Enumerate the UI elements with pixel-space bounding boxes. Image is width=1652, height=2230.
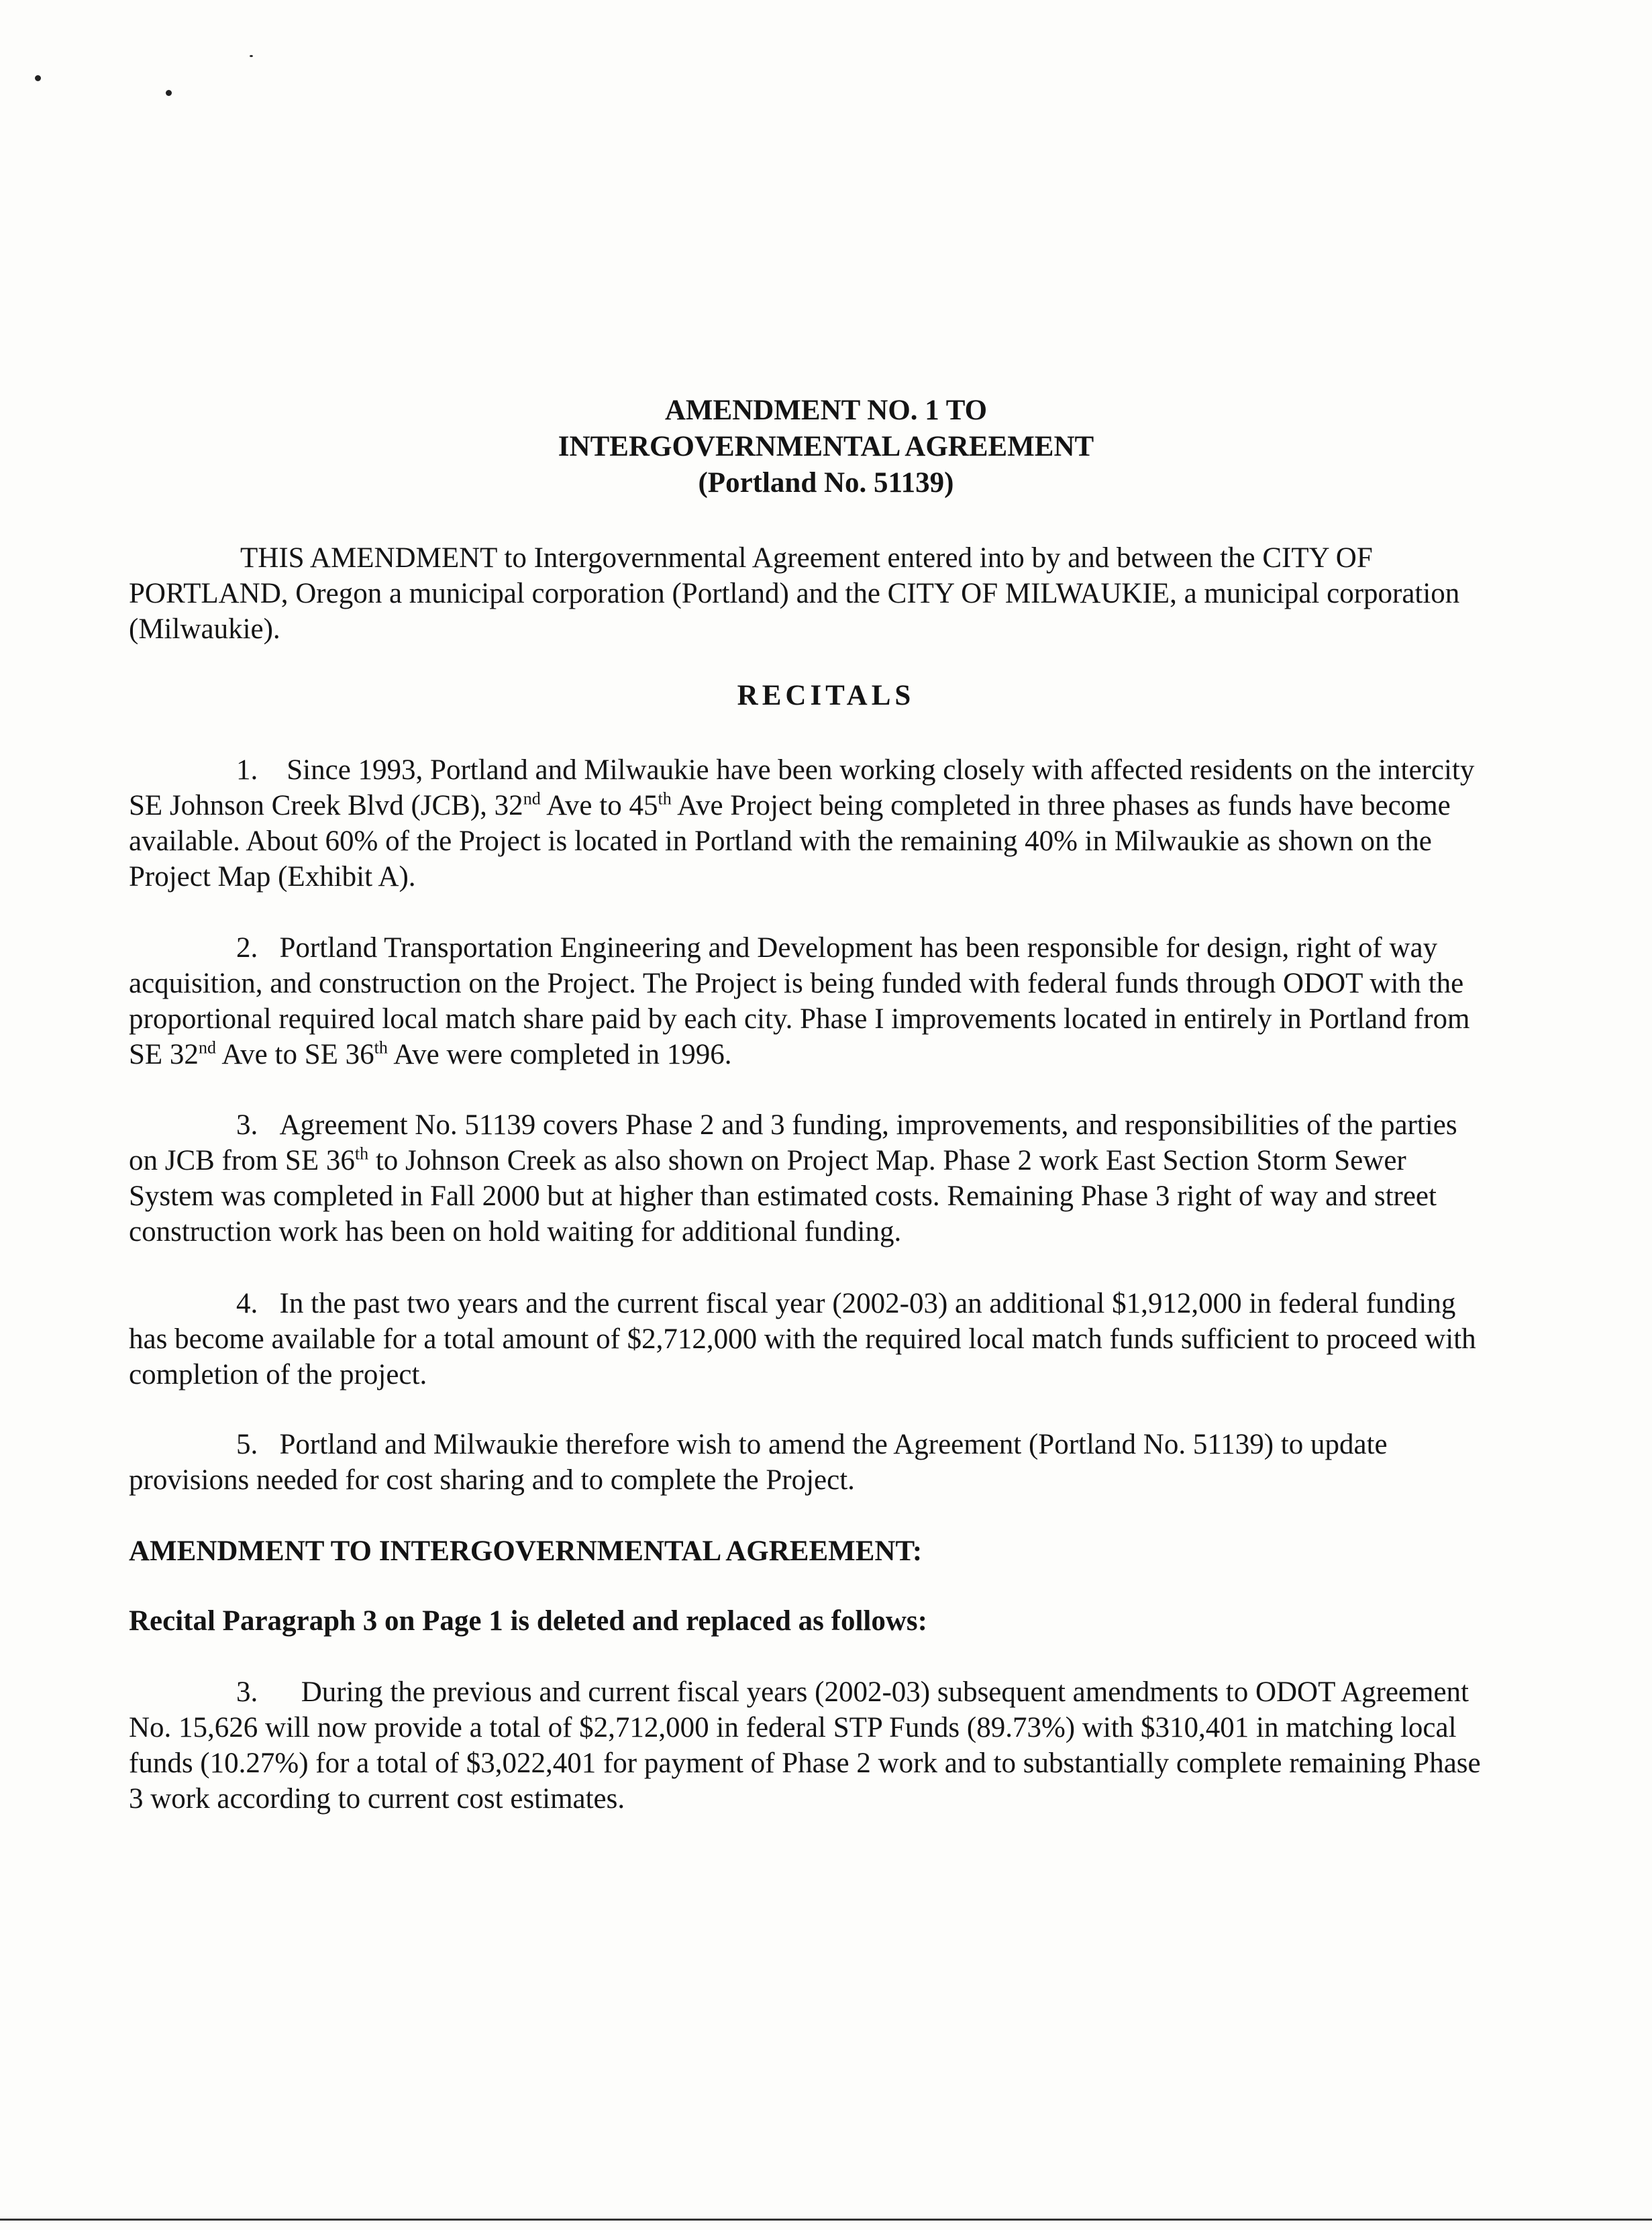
amendment-heading: AMENDMENT TO INTERGOVERNMENTAL AGREEMENT: bbox=[129, 1535, 923, 1567]
recital-3: 3. Agreement No. 51139 covers Phase 2 and 3 funding, improvements, and responsibilities of the parties on JCB from SE 36th to Johnson Creek as also shown on Project Map. Phase 2 work East Section Storm Sewer System was completed in Fall 2000 but at higher than estimated costs. Remaining Phase 3 right of way and street construction work has been on hold waiting for additional funding. bbox=[129, 1109, 1457, 1248]
recital-number: 3. bbox=[236, 1676, 258, 1708]
title-line-2: INTERGOVERNMENTAL AGREEMENT bbox=[558, 431, 1094, 462]
recital-4: 4. In the past two years and the current fiscal year (2002-03) an additional $1,912,000 in federal funding has become available for a total amount of $2,712,000 with the required local match funds sufficient to proceed with completion of the project. bbox=[129, 1288, 1476, 1390]
scan-speck bbox=[166, 90, 172, 96]
intro-paragraph: THIS AMENDMENT to Intergovernmental Agreement entered into by and between the CITY OF PORTLAND, Oregon a municipal corporation (Portland) and the CITY OF MILWAUKIE, a municipal corporation (Milwaukie). bbox=[129, 542, 1460, 645]
scan-speck bbox=[35, 75, 41, 81]
page-bottom-edge bbox=[0, 2219, 1652, 2221]
title-line-3: (Portland No. 51139) bbox=[698, 467, 954, 499]
recitals-heading: RECITALS bbox=[737, 680, 915, 711]
recital-number: 3. bbox=[236, 1109, 258, 1141]
recital-2: 2. Portland Transportation Engineering and Development has been responsible for design, right of way acquisition, and construction on the Project. The Project is being funded with federal funds through ODOT with the proportional required local match share paid by each city. Phase I improvements located in entirely in Portland from SE 32nd Ave to SE 36th Ave were completed in 1996. bbox=[129, 932, 1470, 1070]
recital-number: 5. bbox=[236, 1429, 258, 1460]
document-title bbox=[0, 393, 1652, 501]
replacement-heading: Recital Paragraph 3 on Page 1 is deleted and replaced as follows: bbox=[129, 1605, 927, 1637]
scan-speck bbox=[250, 55, 253, 57]
recital-number: 2. bbox=[236, 932, 258, 964]
recital-number: 1. bbox=[236, 754, 258, 786]
recital-5: 5. Portland and Milwaukie therefore wish to amend the Agreement (Portland No. 51139) to update provisions needed for cost sharing and to complete the Project. bbox=[129, 1429, 1388, 1496]
replacement-paragraph: 3. During the previous and current fiscal years (2002-03) subsequent amendments to ODOT Agreement No. 15,626 will now provide a total of $2,712,000 in federal STP Funds (89.73%) with $310,401 in matching local funds (10.27%) for a total of $3,022,401 for payment of Phase 2 work and to substantially complete remaining Phase 3 work according to current cost estimates. bbox=[129, 1676, 1481, 1815]
recital-1: 1. Since 1993, Portland and Milwaukie have been working closely with affected residents on the intercity SE Johnson Creek Blvd (JCB), 32nd Ave to 45th Ave Project being completed in three phases as funds have become available. About 60% of the Project is located in Portland with the remaining 40% in Milwaukie as shown on the Project Map (Exhibit A). bbox=[129, 754, 1475, 893]
recital-number: 4. bbox=[236, 1288, 258, 1319]
title-line-1: AMENDMENT NO. 1 TO bbox=[664, 395, 988, 426]
